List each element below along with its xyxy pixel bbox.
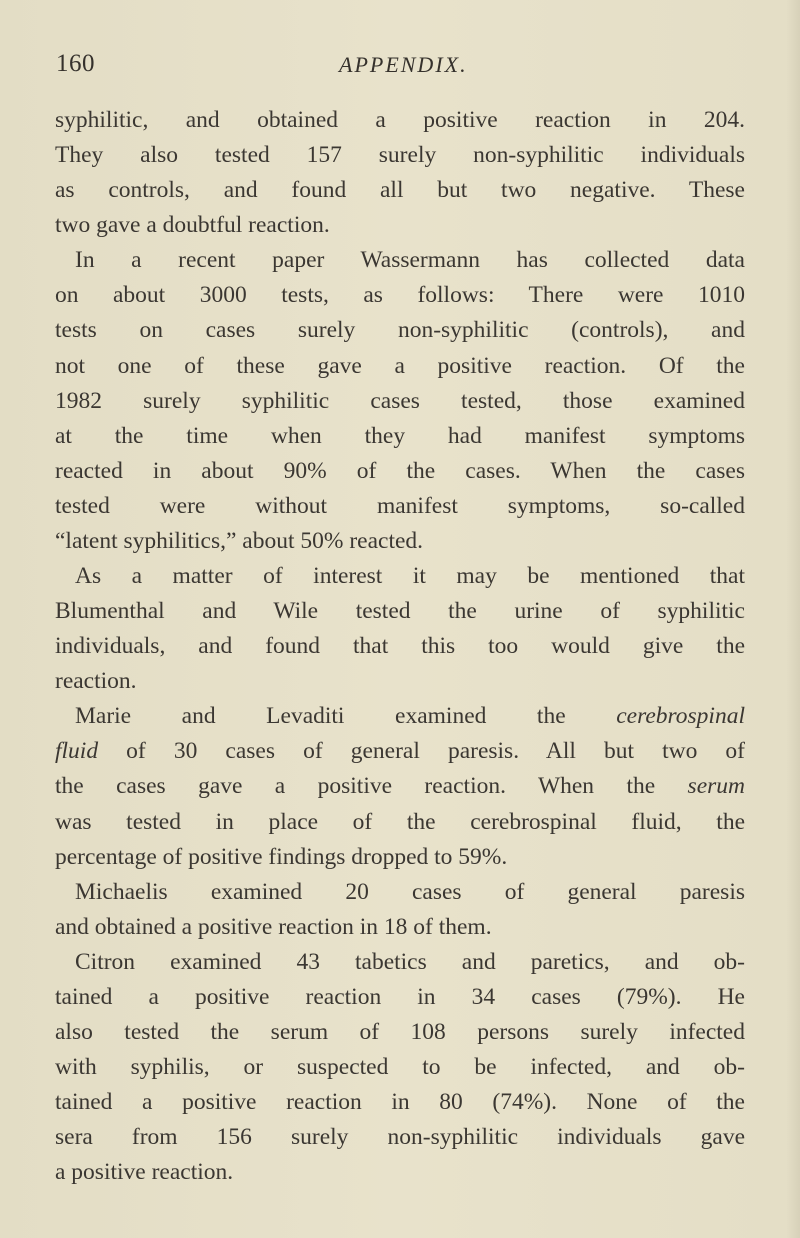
paragraph-start-line: In a recent paper Wassermann has collected data <box>75 247 745 274</box>
text-line: a positive reaction. <box>55 1159 234 1186</box>
text-line: not one of these gave a positive reaction. Of the <box>55 352 745 379</box>
text-line: tained a positive reaction in 80 (74%). None of the <box>55 1089 745 1116</box>
paragraph-start-line: Michaelis examined 20 cases of general paresis <box>75 878 745 905</box>
paragraph-start-line: Marie and Levaditi examined the cerebrospinal <box>75 703 745 730</box>
text-line: was tested in place of the cerebrospinal fluid, the <box>55 808 745 835</box>
page-edge-shadow <box>786 0 800 1238</box>
text-line: reaction. <box>55 668 137 695</box>
text-line: “latent syphilitics,” about 50% reacted. <box>55 527 424 554</box>
text-line: tested were without manifest symptoms, so-called <box>55 492 745 519</box>
paragraph-start-line: Citron examined 43 tabetics and paretics, and ob- <box>75 948 745 975</box>
body-text <box>55 103 745 1190</box>
text-line: two gave a doubtful reaction. <box>55 212 330 239</box>
text-line: at the time when they had manifest symptoms <box>55 422 745 449</box>
text-line: sera from 156 surely non-syphilitic individuals gave <box>55 1124 745 1151</box>
text-line: syphilitic, and obtained a positive reaction in 204. <box>55 107 745 133</box>
text-line: tests on cases surely non-syphilitic (controls), and <box>55 317 745 344</box>
text-line: fluid of 30 cases of general paresis. All but two of <box>55 738 745 765</box>
text-line: individuals, and found that this too would give the <box>55 633 745 660</box>
text-line: on about 3000 tests, as follows: There were 1010 <box>55 282 745 309</box>
text-line: and obtained a positive reaction in 18 of them. <box>55 913 492 940</box>
paragraph-start-line: As a matter of interest it may be mentioned that <box>75 563 745 590</box>
page-header <box>56 50 746 86</box>
text-line: They also tested 157 surely non-syphilitic individuals <box>55 142 745 169</box>
text-line: tained a positive reaction in 34 cases (79%). He <box>55 983 745 1010</box>
text-line: the cases gave a positive reaction. When the serum <box>55 773 745 800</box>
text-line: as controls, and found all but two negative. These <box>55 177 745 204</box>
italic-term: cerebrospinal <box>616 703 745 730</box>
text-line: with syphilis, or suspected to be infected, and ob- <box>55 1054 745 1081</box>
text-line: reacted in about 90% of the cases. When the cases <box>55 457 745 484</box>
text-line: Blumenthal and Wile tested the urine of syphilitic <box>55 598 745 625</box>
text-line: 1982 surely syphilitic cases tested, those examined <box>55 387 745 414</box>
italic-term: serum <box>687 773 745 800</box>
page-number: 160 <box>56 50 95 77</box>
text-line: also tested the serum of 108 persons surely infected <box>55 1019 745 1046</box>
text-line: percentage of positive findings dropped to 59%. <box>55 843 508 870</box>
running-head: APPENDIX. <box>339 52 468 77</box>
italic-term: fluid <box>55 738 99 765</box>
